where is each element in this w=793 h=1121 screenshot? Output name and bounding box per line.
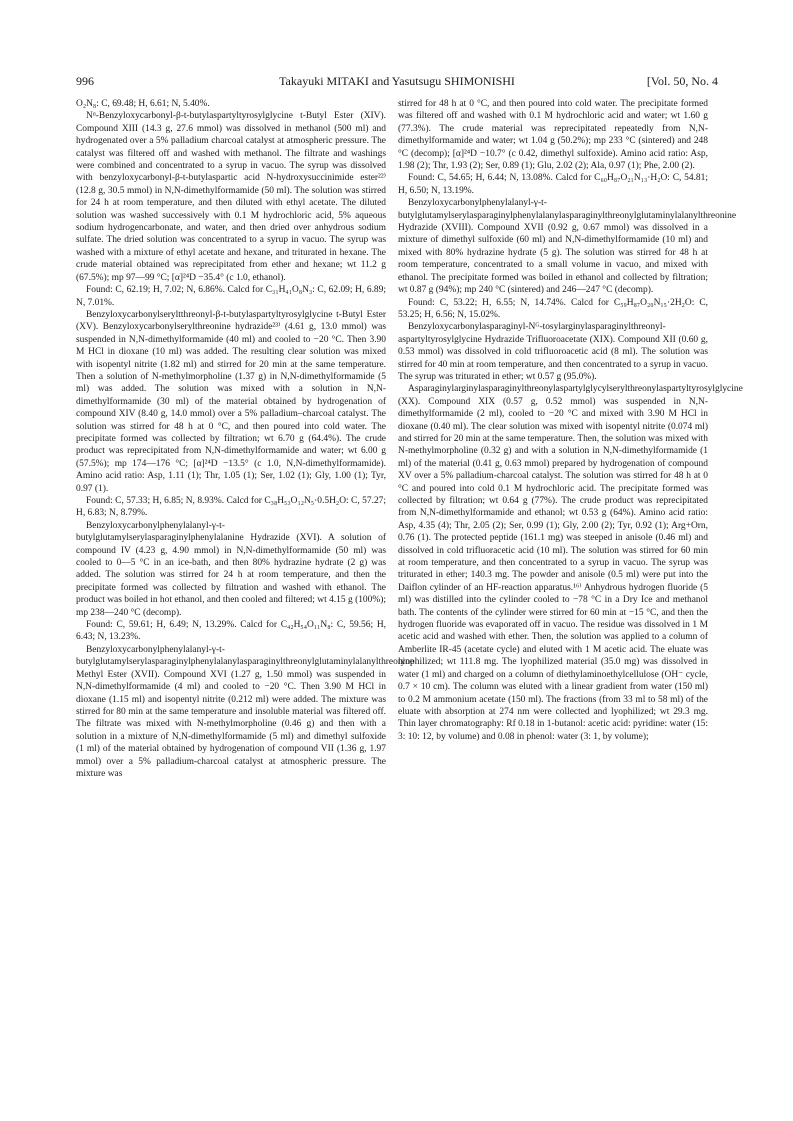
paragraph: Found: C, 57.33; H, 6.85; N, 8.93%. Calcd for C₃₈H₅₃O₁₂N₅·0.5H₂O: C, 57.27; H, 6.83; N, 8.79%. bbox=[76, 496, 386, 519]
left-text-column bbox=[76, 98, 415, 780]
paragraph: Benzyloxycarbonylasparaginyl-Nᴳ-tosylarginylasparaginylthreonyl-aspartyltyrosylglycine Hydrazide Trifluoroacetate (XIX). Compound XII (0.60 g, 0.53 mmol) was dissolved in cold trifluoroacetic acid (8 ml). The solution was stirred for 40 min at room temperature, and then concentrated to a syrup in vacuo. The syrup was triturated in ether; wt 0.57 g (95.0%). bbox=[398, 322, 708, 382]
paragraph: Benzyloxycarbonylseryltthreonyl-β-t-butylaspartyltyrosylglycine t-Butyl Ester (XV). Benzyloxycarbonylserylthreonine hydrazide²³⁾ (4.61 g, 13.0 mmol) was suspended in N,N-dimethylformamide (40 ml) and cooled to −20 °C. Then 3.90 M HCl in dioxane (10 ml) was added. The resulting clear solution was mixed with isopentyl nitrite (1.82 ml) and stirred for 20 min at the same temperature. Then a solution of N-methylmorpholine (1.37 g) in N,N-dimethylformamide (5 ml) was added. The solution was mixed with a solution in N,N-dimethylformamide (30 ml) of the material obtained by hydrogenation of compound XIV (8.40 g, 14.0 mmol) over a 5% palladium–charcoal catalyst. The solution was stirred for 48 h at 0 °C, and then poured into cold water. The precipitate formed was collected by filtration; wt 6.70 g (64.4%). The crude product was reprecipitated from N,N-dimethylformamide and water; wt 6.00 g (57.5%); mp 174—176 °C; [α]²⁴D −13.5° (c 1.0, N,N-dimethylformamide). Amino acid ratio: Asp, 1.11 (1); Thr, 1.05 (1); Ser, 1.02 (1); Gly, 1.00 (1); Tyr, 0.97 (1). bbox=[76, 309, 386, 494]
paragraph: Found: C, 62.19; H, 7.02; N, 6.86%. Calcd for C₃₁H₄₁O₈N₃: C, 62.09; H, 6.89; N, 7.01%. bbox=[76, 285, 386, 308]
running-title-authors: Takayuki MITAKI and Yasutsugu SHIMONISHI bbox=[279, 74, 515, 88]
paragraph: Benzyloxycarbonylphenylalanyl-γ-t-butylglutamylserylasparaginylphenylalanylasparaginylthreonylglutaminylalanylthreonine Hydrazide (XVIII). Compound XVII (0.92 g, 0.67 mmol) was dissolved in a mixture of dimethyl sulfoxide (60 ml) and N,N-dimethylformamide (10 ml) and mixed with 80% hydrazine hydrate (5 g). The solution was stirred for 48 h at room temperature, concentrated to a small volume in vacuo, and mixed with ethanol. The precipitate formed was boiled in ethanol and collected by filtration; wt 0.87 g (94%); mp 240 °C (sintered) and 246—247 °C (decomp). bbox=[398, 198, 737, 296]
paragraph: Found: C, 54.65; H, 6.44; N, 13.08%. Calcd for C₆₀H₈₇O₂₁N₁₃·H₂O: C, 54.81; H, 6.50; N, 13.19%. bbox=[398, 173, 708, 196]
paragraph: O₂N₈: C, 69.48; H, 6.61; N, 5.40%. bbox=[76, 99, 210, 109]
paragraph: Found: C, 59.61; H, 6.49; N, 13.29%. Calcd for C₄₂H₅₄O₁₁N₈: C, 59.56; H, 6.43; N, 13.23%. bbox=[76, 620, 386, 643]
paragraph: Nᵅ-Benzyloxycarbonyl-β-t-butylaspartyltyrosylglycine t-Butyl Ester (XIV). Compound XIII (14.3 g, 27.6 mmol) was dissolved in methanol (500 ml) and hydrogenated over a 5% palladium charcoal catalyst at atmospheric pressure. The catalyst was filtered off and washed with methanol. The filtrate and washings were combined and concentrated to a syrup in vacuo. The syrup was dissolved with benzyloxycarbonyl-β-t-butylaspartic acid N-hydroxysuccinimide ester²²⁾ (12.8 g, 30.5 mmol) in N,N-dimethylformamide (50 ml). The solution was stirred for 24 h at room temperature, and then diluted with ethyl acetate. The diluted solution was washed successively with 0.1 M hydrochloric acid, 5% aqueous sodium hydrogencarbonate, and water, and then dried over anhydrous sodium sulfate. The dried solution was concentrated to a syrup in vacuo. The syrup was washed with a mixture of ethyl acetate and hexane, and triturated in hexane. The crude material obtained was reprecipitated from ether and hexane; wt 11.2 g (67.5%); mp 97—99 °C; [α]²⁴D −35.4° (c 1.0, ethanol). bbox=[76, 111, 386, 283]
paragraph: Asparaginylarginylasparaginylthreonylaspartylglycylserylthreonylaspartyltyrosylglycine (XX). Compound XIX (0.57 g, 0.52 mmol) was suspended in N,N-dimethylformamide (2 ml), cooled to −20 °C and mixed with 3.90 M HCl in dioxane (0.40 ml). The clear solution was mixed with isopentyl nitrite (0.074 ml) and stirred for 20 min at the same temperature. Then, the solution was mixed with N-methylmorpholine (0.32 g) and with a solution in N,N-dimethylformamide (1 ml) of the material (0.41 g, 0.63 mmol) prepared by hydrogenation of compound XV over a 5% palladium-charcoal catalyst. The solution was stirred for 48 h at 0 °C and poured into cold 0.1 M hydrochloric acid. The precipitate formed was collected by filtration; wt 0.64 g (77%). The crude product was reprecipitated from N,N-dimethylformamide and ethanol; wt 0.53 g (64%). Amino acid ratio: Asp, 4.35 (4); Thr, 2.05 (2); Ser, 0.99 (1); Gly, 2.00 (2); Tyr, 0.92 (1); Arg+Orn, 0.76 (1). The protected peptide (161.1 mg) was steeped in anisole (0.46 ml) and dissolved in cold trifluoracetic acid (10 ml). The solution was stirred for 60 min at room temperature, and then concentrated to a syrup in vacuo. The syrup was triturated in ether; 140.3 mg. The powder and anisole (0.5 ml) were put into the Daiflon cylinder of an HF-reaction apparatus.¹⁶⁾ Anhydrous hydrogen fluoride (5 ml) was distilled into the cylinder cooled to −78 °C in a Dry Ice and methanol bath. The contents of the cylinder were stirred for 60 min at −15 °C, and then the hydrogen fluoride was evaporated off in vacuo. The residue was dissolved in 1 M acetic acid and washed with ether. Then, the solution was applied to a column of Amberlite IR-45 (acetate cycle) and eluted with 1 M acetic acid. The eluate was lyophilized; wt 111.8 mg. The lyophilized material (35.0 mg) was dissolved in water (1 ml) and charged on a column of diethylaminoethylcellulose (OH⁻ cycle, 0.7 × 10 cm). The column was eluted with a linear gradient from water (150 ml) to 0.2 M ammonium acetate (150 ml). The fractions (from 33 ml to 58 ml) of the eluate with absorption at 274 nm were collected and lyophilized; wt 29.3 mg. Thin layer chromatography: Rf 0.18 in 1-butanol: acetic acid: pyridine: water (15: 3: 10: 12, by volume) and 0.08 in phenol: water (3: 1, by volume); bbox=[398, 384, 743, 742]
paragraph: stirred for 48 h at 0 °C, and then poured into cold water. The precipitate formed was filtered off and washed with 0.1 M hydrochloric acid and water; wt 1.60 g (77.3%). The crude material was reprecipitated repeatedly from N,N-dimethylformamide and water; wt 1.04 g (50.2%); mp 233 °C (sintered) and 248 °C (decomp); [α]²⁴D −10.7° (c 0.42, dimethyl sulfoxide). Amino acid ratio: Asp, 1.98 (2); Thr, 1.93 (2); Ser, 0.89 (1); Glu, 2.02 (2); Ala, 0.97 (1); Phe, 2.00 (2). bbox=[398, 99, 708, 172]
paragraph: Benzyloxycarbonylphenylalanyl-γ-t-butylglutamylserylasparaginylphenylalanine Hydrazide (XVI). A solution of compound IV (4.23 g, 4.90 mmol) in N,N-dimethylformamide (50 ml) was cooled to 0—5 °C in an ice-bath, and then 80% hydrazine hydrate (2 g) was added. The solution was stirred for 24 h at room temperature, and then the precipitate formed was collected by filtration and washed with ethanol. The product was boiled in hot ethanol, and then cooled and filtered; wt 4.15 g (100%); mp 238—240 °C (decomp). bbox=[76, 520, 386, 618]
journal-volume-issue: [Vol. 50, No. 4 bbox=[646, 74, 718, 88]
paragraph: Found: C, 53.22; H, 6.55; N, 14.74%. Calcd for C₅₉H₈₇O₂₀N₁₅·2H₂O: C, 53.25; H, 6.56; N, 15.02%. bbox=[398, 297, 708, 320]
page-header bbox=[76, 73, 718, 89]
page-number: 996 bbox=[76, 74, 94, 88]
paragraph: Benzyloxycarbonylphenylalanyl-γ-t-butylglutamylserylasparaginylphenylalanylasparaginylthreonylglutaminylalanylthreonine Methyl Ester (XVII). Compound XVI (1.27 g, 1.50 mmol) was suspended in N,N-dimethylformamide (4 ml) and cooled to −20 °C. Then 3.90 M HCl in dioxane (1.15 ml) and isopentyl nitrite (0.212 ml) were added. The mixture was stirred for 80 min at the same temperature and insoluble material was filtered off. The filtrate was mixed with N-methylmorpholine (0.46 g) and then with a solution in a mixture of N,N-dimethylformamide (5 ml) and dimethyl sulfoxide (1 ml) of the material obtained by hydrogenation of compound VII (1.36 g, 1.97 mmol) over a 5% palladium-charcoal catalyst at atmospheric pressure. The mixture was bbox=[76, 644, 415, 779]
right-text-column bbox=[398, 98, 743, 743]
